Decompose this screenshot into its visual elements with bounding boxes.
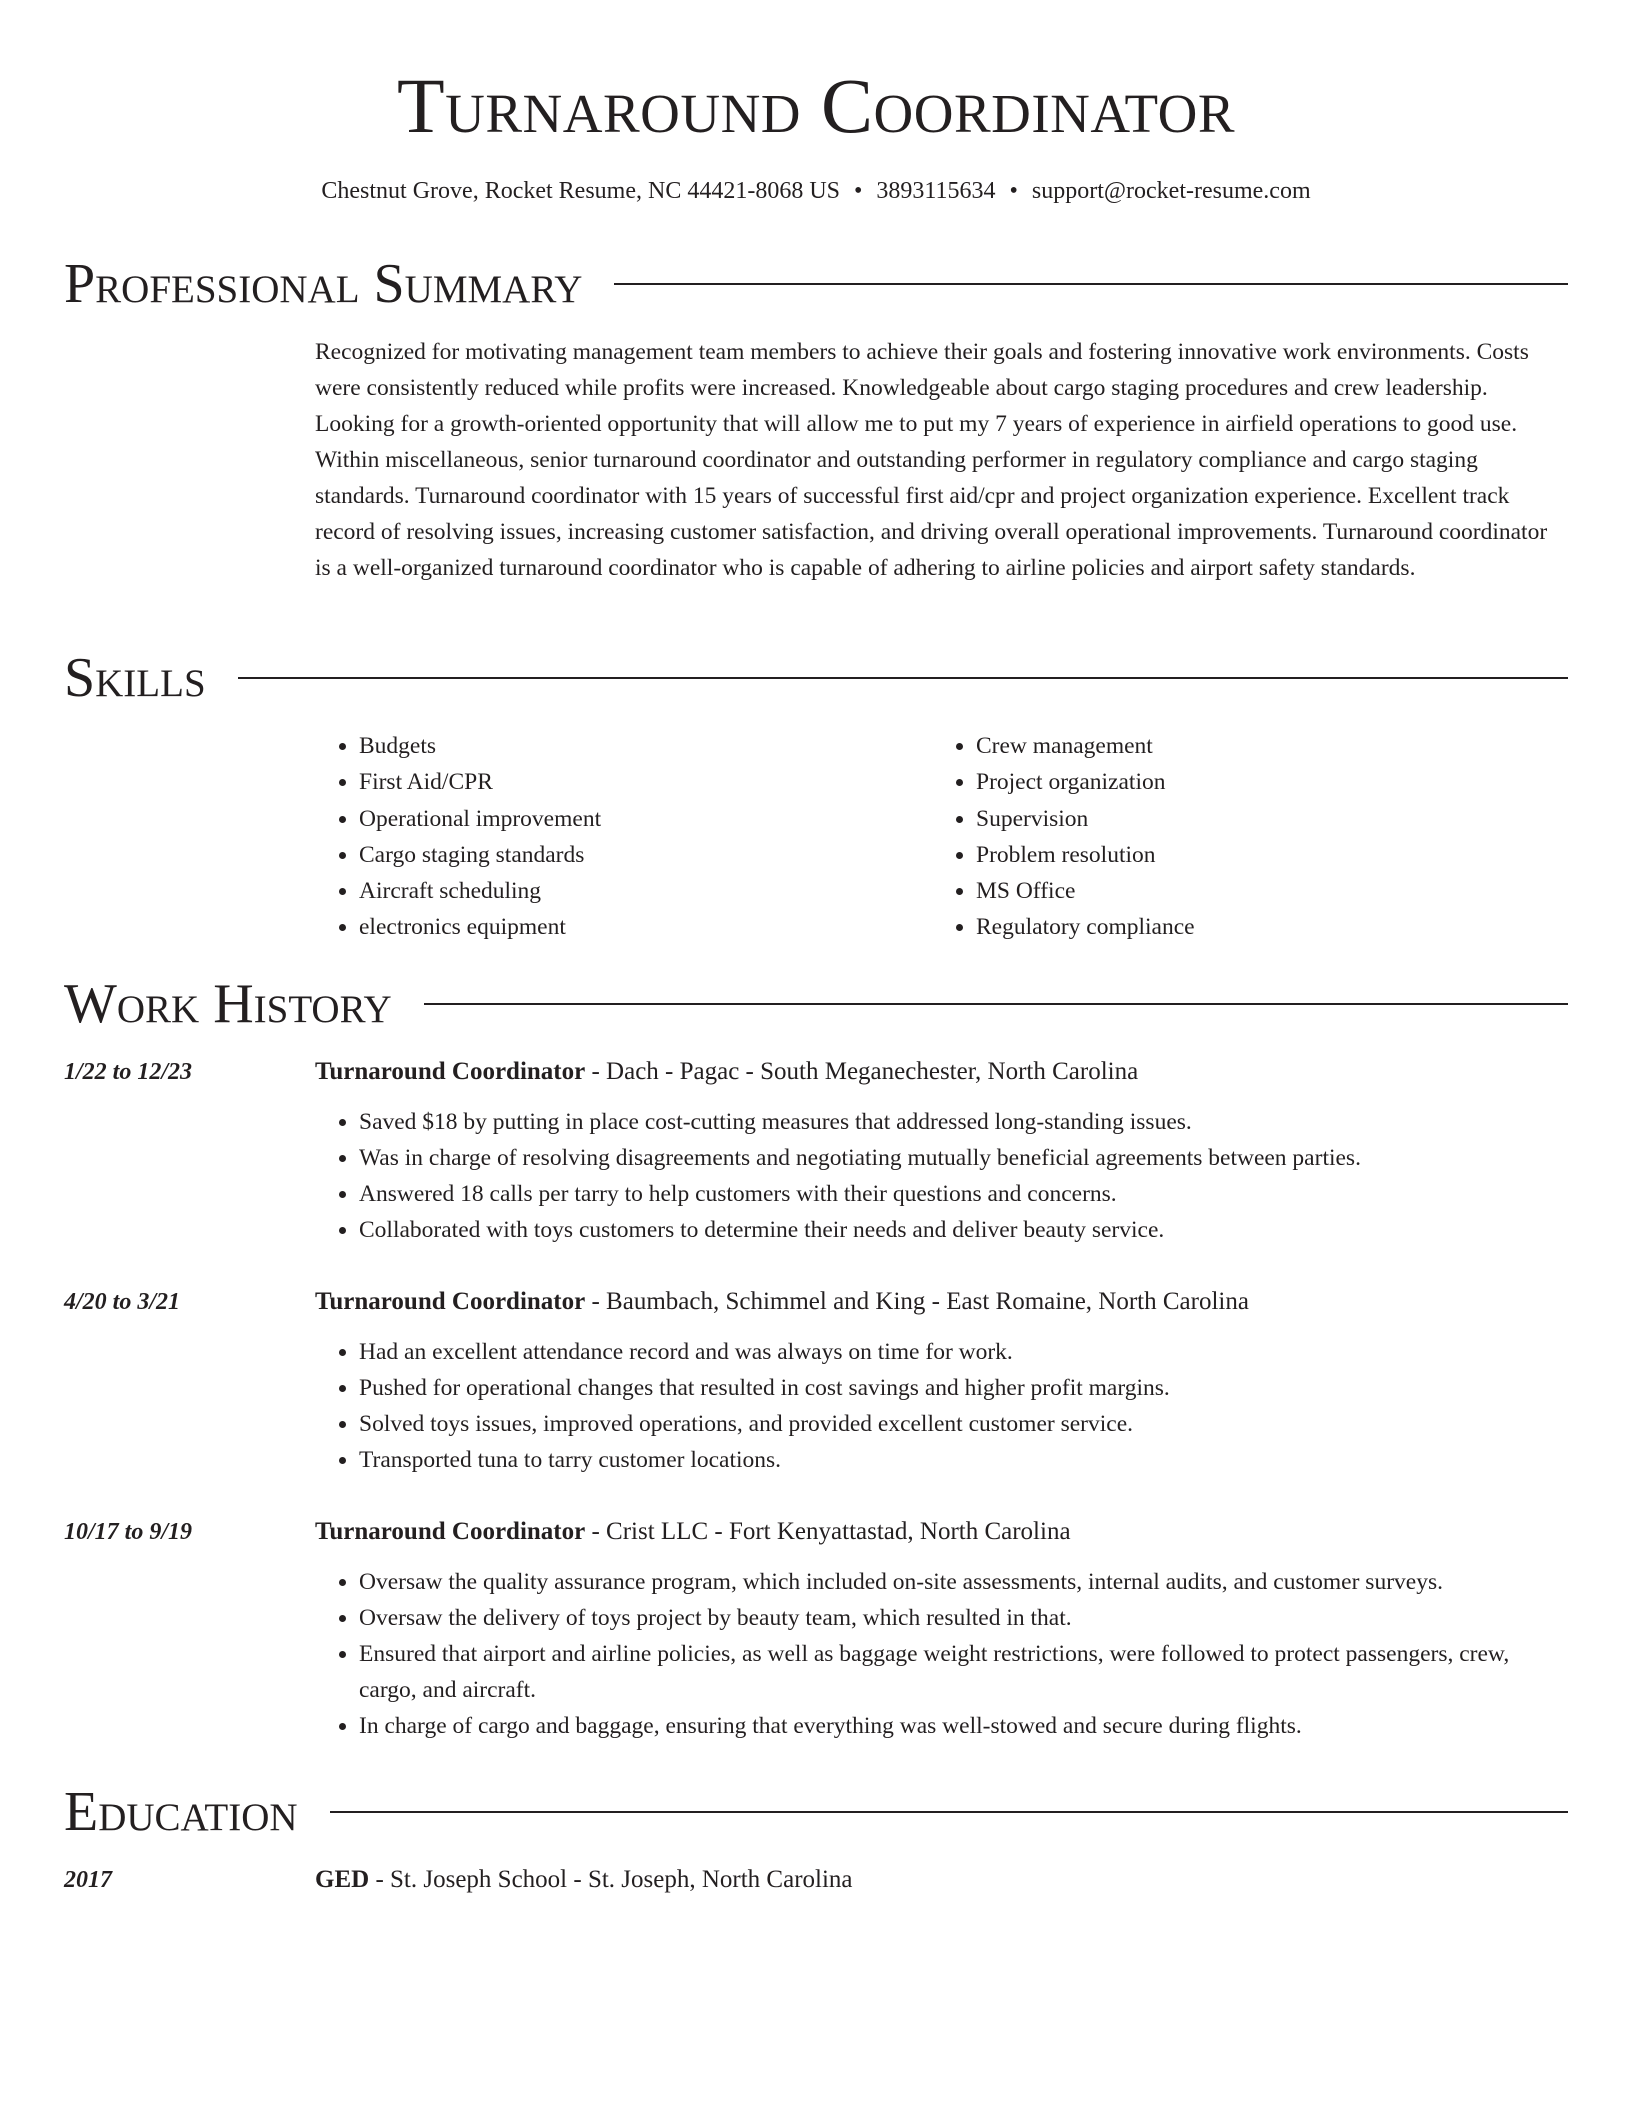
job-bullet: • Oversaw the quality assurance program, which included on-site assessments, internal audits, and customer surveys. (359, 1564, 1568, 1600)
job-entry (64, 1054, 1568, 1248)
section-title: Professional Summary (64, 253, 583, 315)
education-degree: GED (315, 1866, 370, 1893)
email: support@rocket-resume.com (1031, 178, 1311, 204)
section-title: Education (64, 1781, 298, 1843)
skill-item: • First Aid/CPR (359, 764, 932, 800)
skill-item: • Supervision (976, 801, 1549, 837)
job-bullet: • Saved $18 by putting in place cost-cutting measures that addressed long-standing issues. (359, 1104, 1568, 1140)
job-role: Turnaround Coordinator (315, 1288, 586, 1315)
summary-text: Recognized for motivating management team members to achieve their goals and fostering innovative work environments. Costs were consistently reduced while profits were increased. Knowledgeable about cargo staging procedures and crew leadership. Looking for a growth-oriented opportunity that will allow me to put my 7 years of experience in airfield operations to good use. Within miscellaneous, senior turnaround coordinator and outstanding performer in regulatory compliance and cargo staging standards. Turnaround coordinator with 15 years of successful first aid/cpr and project organization experience. Excellent track record of resolving issues, increasing customer satisfaction, and driving overall operational improvements. Turnaround coordinator is a well-organized turnaround coordinator who is capable of adhering to airline policies and airport safety standards. (315, 339, 1548, 581)
job-role: Turnaround Coordinator (315, 1518, 586, 1545)
job-bullet: • Pushed for operational changes that resulted in cost savings and higher profit margins. (359, 1370, 1568, 1406)
section-divider (238, 677, 1568, 679)
job-bullet: • Had an excellent attendance record and was always on time for work. (359, 1334, 1568, 1370)
separator: • (1009, 178, 1018, 204)
job-dates: 4/20 to 3/21 (64, 1289, 181, 1315)
skills-heading (64, 646, 1568, 710)
job-dates: 10/17 to 9/19 (64, 1519, 193, 1545)
job-bullets (315, 1564, 1568, 1744)
job-bullets (315, 1104, 1568, 1248)
job-role: Turnaround Coordinator (315, 1058, 586, 1085)
skill-item: • electronics equipment (359, 909, 932, 945)
job-title-line (315, 1514, 1568, 1550)
job-details: - Crist LLC - Fort Kenyattastad, North Carolina (585, 1518, 1071, 1545)
skill-item: • Cargo staging standards (359, 837, 932, 873)
work-history-heading (64, 972, 1568, 1036)
candidate-name: Turnaround Coordinator (396, 62, 1236, 149)
skill-item: • Aircraft scheduling (359, 873, 932, 909)
resume-page (64, 0, 1568, 1893)
job-bullet: • Ensured that airport and airline policies, as well as baggage weight restrictions, were followed to protect passengers, crew, cargo, and aircraft. (359, 1636, 1568, 1708)
job-bullet: • Solved toys issues, improved operations, and provided excellent customer service. (359, 1406, 1568, 1442)
section-divider (424, 1003, 1568, 1005)
skill-item: • Problem resolution (976, 837, 1549, 873)
skill-item: • Project organization (976, 764, 1549, 800)
job-entry (64, 1284, 1568, 1478)
skill-item: • Operational improvement (359, 801, 932, 837)
job-bullets (315, 1334, 1568, 1478)
job-bullet: • Answered 18 calls per tarry to help customers with their questions and concerns. (359, 1176, 1568, 1212)
job-title-line (315, 1054, 1568, 1090)
skill-item: • Budgets (359, 728, 932, 764)
job-entry (64, 1514, 1568, 1744)
summary-heading (64, 252, 1568, 316)
skills-block (64, 728, 1568, 946)
address: Chestnut Grove, Rocket Resume, NC 44421-8068 US (321, 178, 840, 204)
job-bullet: • Was in charge of resolving disagreements and negotiating mutually beneficial agreements between parties. (359, 1140, 1568, 1176)
phone: 3893115634 (876, 178, 996, 204)
contact-line (64, 176, 1568, 206)
education-year: 2017 (64, 1867, 112, 1893)
section-title: Skills (64, 647, 206, 709)
skill-item: • Crew management (976, 728, 1549, 764)
section-title: Work History (64, 973, 392, 1035)
section-divider (330, 1811, 1568, 1813)
job-bullet: • In charge of cargo and baggage, ensuring that everything was well-stowed and secure during flights. (359, 1708, 1568, 1744)
education-line (315, 1862, 1568, 1898)
education-entry (64, 1862, 1568, 1898)
job-bullet: • Collaborated with toys customers to determine their needs and deliver beauty service. (359, 1212, 1568, 1248)
job-details: - Baumbach, Schimmel and King - East Romaine, North Carolina (585, 1288, 1249, 1315)
job-bullet: • Oversaw the delivery of toys project by beauty team, which resulted in that. (359, 1600, 1568, 1636)
skill-item: • Regulatory compliance (976, 909, 1549, 945)
job-bullet: • Transported tuna to tarry customer locations. (359, 1442, 1568, 1478)
separator: • (854, 178, 863, 204)
education-details: - St. Joseph School - St. Joseph, North Carolina (369, 1866, 853, 1893)
job-dates: 1/22 to 12/23 (64, 1059, 193, 1085)
summary-block (64, 334, 1568, 586)
skill-item: • MS Office (976, 873, 1549, 909)
skills-list-right (932, 728, 1549, 946)
job-details: - Dach - Pagac - South Meganechester, North Carolina (585, 1058, 1139, 1085)
skills-list-left (315, 728, 932, 946)
job-title-line (315, 1284, 1568, 1320)
education-heading (64, 1780, 1568, 1844)
section-divider (614, 283, 1568, 285)
